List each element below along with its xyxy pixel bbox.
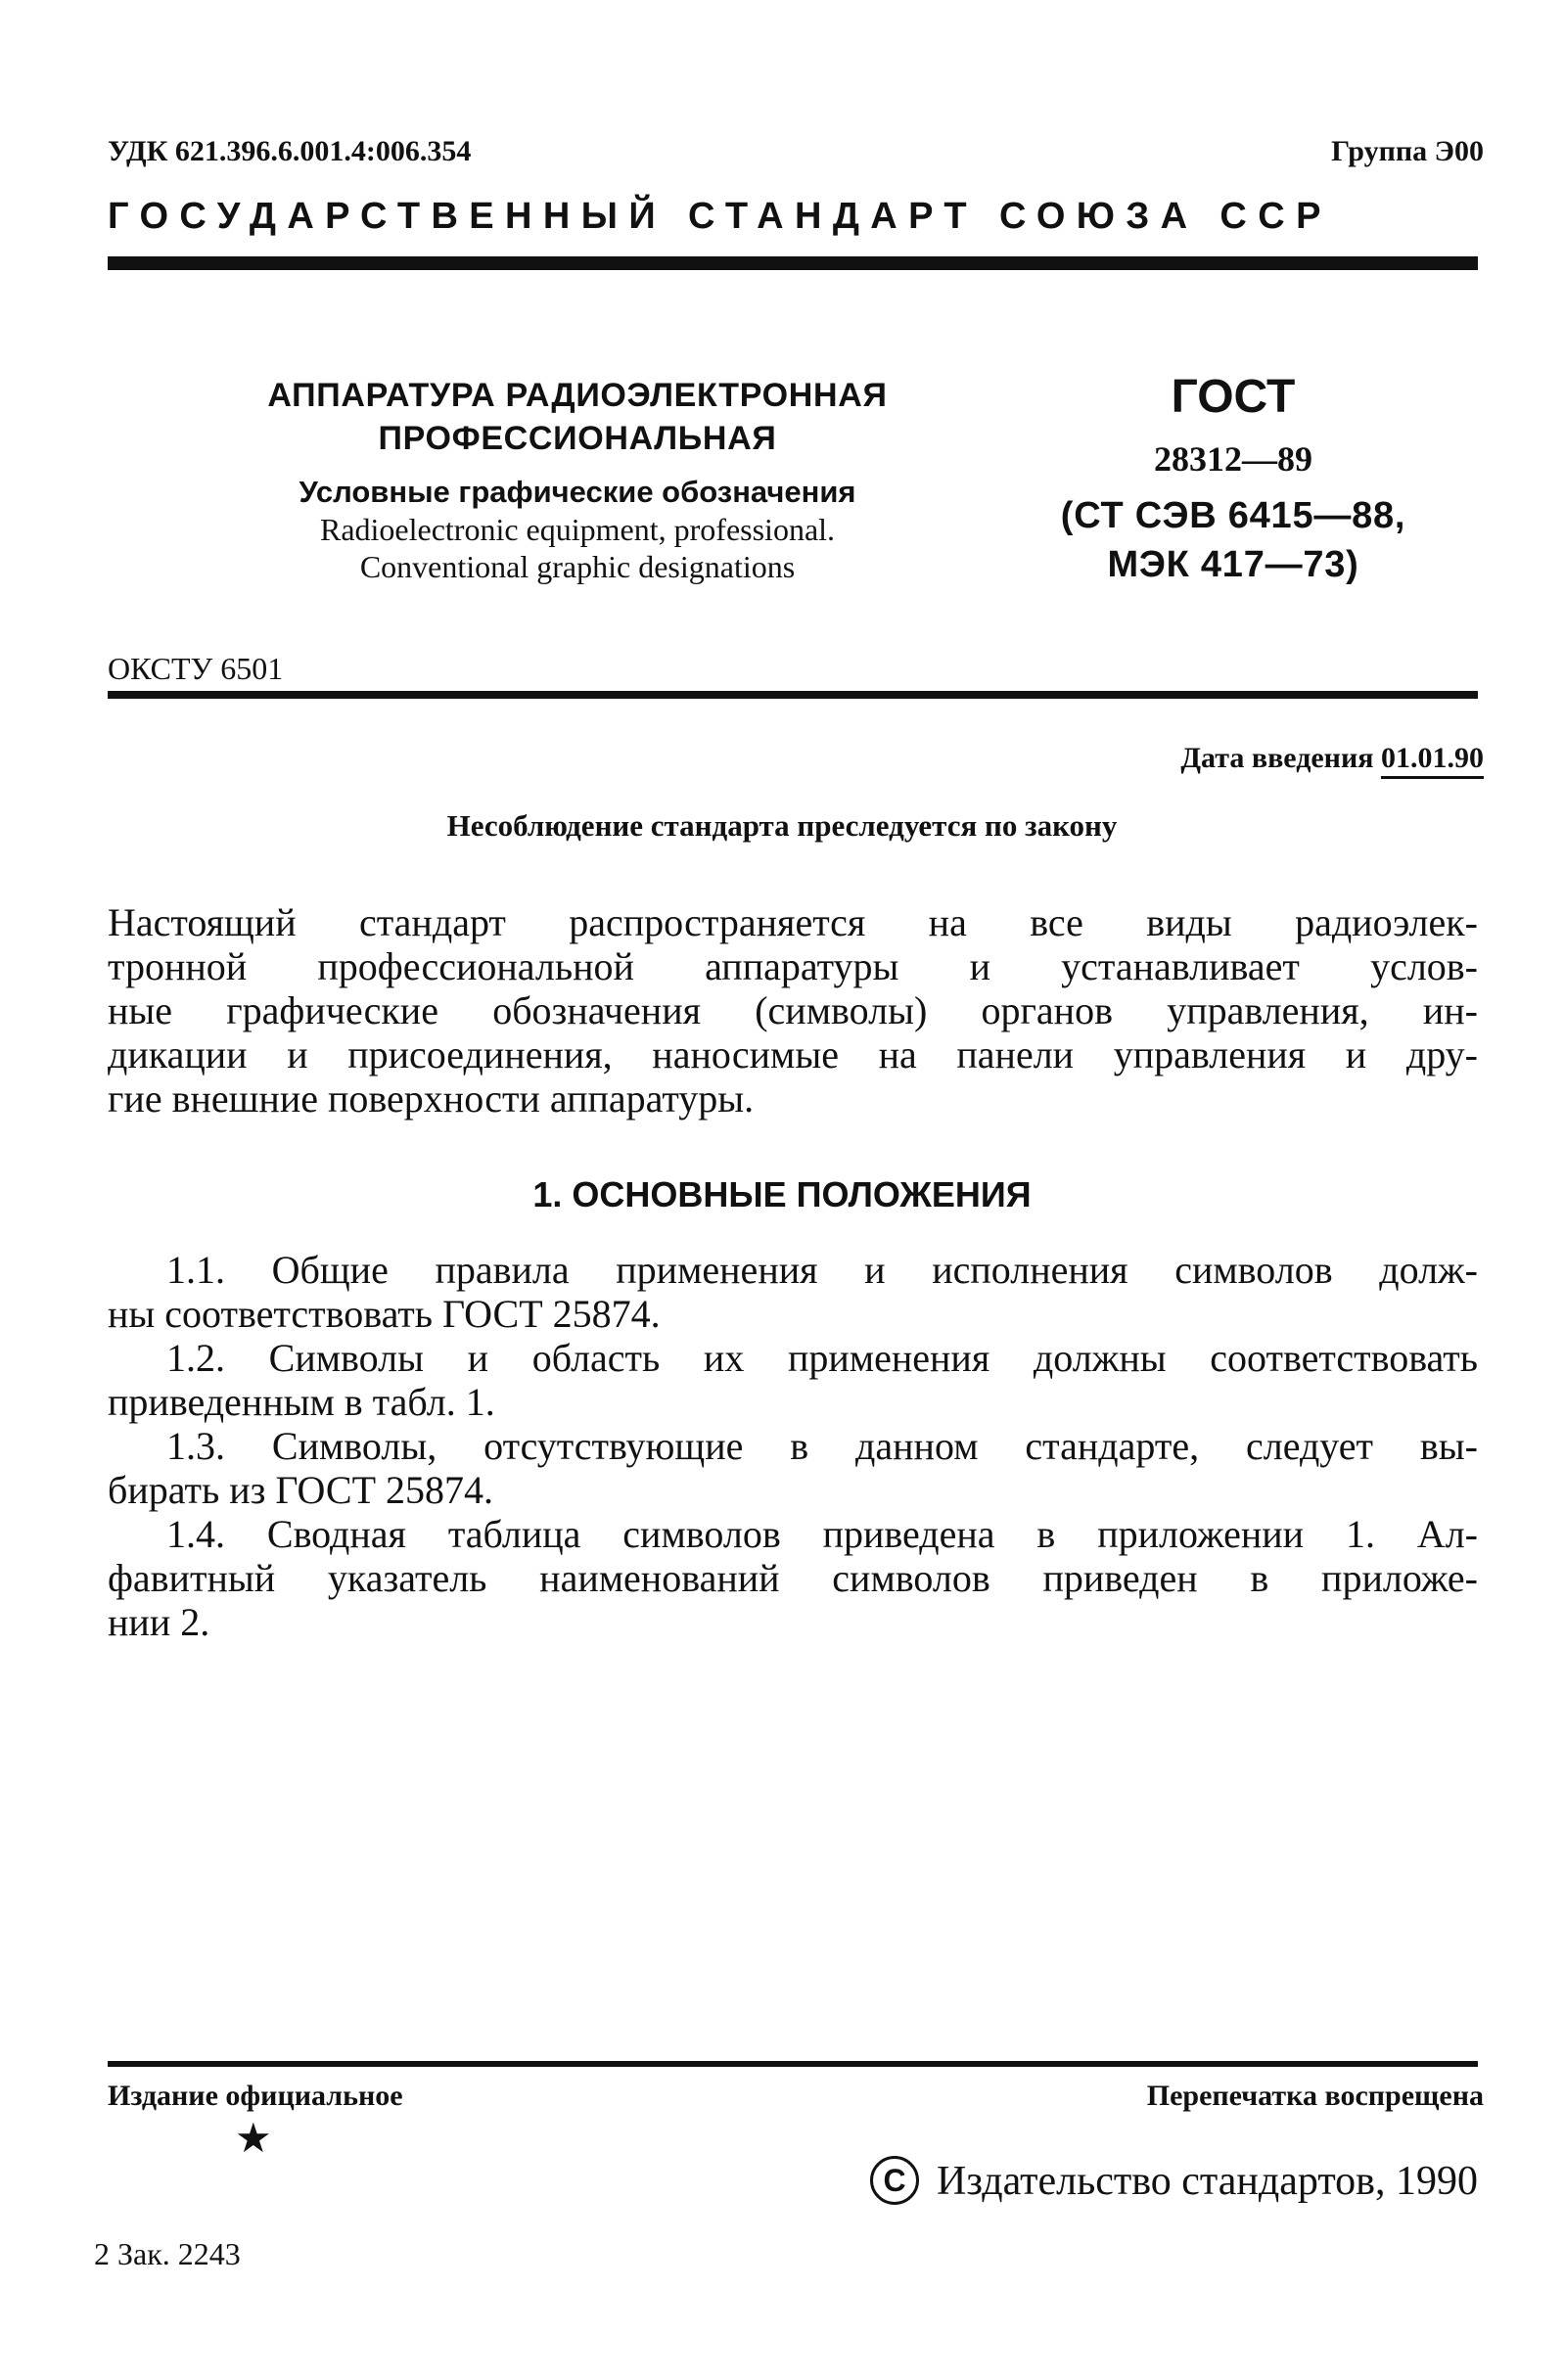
subtitle-english-line-1: Radioelectronic equipment, professional.: [319, 512, 836, 547]
intro-paragraph: [108, 900, 1478, 1121]
clause-line: бирать из ГОСТ 25874.: [108, 1468, 494, 1512]
subtitle-english-line-2: Conventional graphic designations: [359, 549, 796, 584]
intro-line: дикации и присоединения, наносимые на панели управления и дру-: [108, 1032, 1478, 1076]
section-1-body: [108, 1248, 1478, 1644]
title-block: [206, 374, 949, 585]
official-edition: Издание официальное: [108, 2080, 403, 2112]
clause-line: 1.3. Символы, отсутствующие в данном стандарте, следует вы-: [166, 1424, 1478, 1468]
clause-line: приведенным в табл. 1.: [108, 1380, 495, 1424]
intro-line: Настоящий стандарт распространяется на все виды радиоэлек-: [108, 900, 1478, 944]
clause-line: нии 2.: [108, 1600, 210, 1644]
order-number: 2 Зак. 2243: [94, 2236, 241, 2271]
group-code: Группа Э00: [1331, 135, 1484, 167]
gost-iec: МЭК 417—73): [1107, 544, 1359, 585]
title-line-1: АППАРАТУРА РАДИОЭЛЕКТРОННАЯ: [267, 377, 888, 414]
publisher-text: Издательство стандартов, 1990: [937, 2159, 1478, 2204]
header-rule: [108, 256, 1478, 270]
intro-line: гие внешние поверхности аппаратуры.: [108, 1076, 755, 1121]
clause-line: 1.1. Общие правила применения и исполнения символов долж-: [166, 1248, 1478, 1292]
okstu-code: ОКСТУ 6501: [108, 651, 284, 686]
section-1-heading: 1. ОСНОВНЫЕ ПОЛОЖЕНИЯ: [532, 1174, 1032, 1214]
udk-code: УДК 621.396.6.001.4:006.354: [108, 135, 472, 167]
clause-line: фавитный указатель наименований символов приведен в приложе-: [108, 1556, 1478, 1600]
subtitle-russian: Условные графические обозначения: [299, 475, 856, 509]
copyright-icon: C: [870, 2156, 919, 2205]
intro-line: тронной профессиональной аппаратуры и устанавливает услов-: [108, 944, 1478, 988]
okstu-rule: [108, 691, 1478, 699]
title-line-2: ПРОФЕССИОНАЛЬНАЯ: [378, 420, 777, 457]
footer-rule: [108, 2061, 1478, 2067]
clause-line: ны соответствовать ГОСТ 25874.: [108, 1292, 661, 1336]
date-value: 01.01.90: [1381, 742, 1484, 779]
publisher-line: [870, 2158, 1478, 2209]
date-label: Дата введения: [1180, 742, 1374, 774]
clause-line: 1.2. Символы и область их применения должны соответствовать: [166, 1336, 1478, 1380]
clause-line: 1.4. Сводная таблица символов приведена в приложении 1. Ал-: [166, 1512, 1478, 1556]
gost-number: 28312—89: [1154, 439, 1312, 479]
star-icon: ★: [235, 2117, 272, 2162]
introduction-date: [1180, 742, 1484, 775]
gost-st-sev: (СТ СЭВ 6415—88,: [1060, 495, 1406, 536]
noncompliance-notice: Несоблюдение стандарта преследуется по закону: [446, 808, 1118, 843]
gost-block: [1028, 368, 1439, 589]
state-standard-heading: ГОСУДАРСТВЕННЫЙ СТАНДАРТ СОЮЗА ССР: [108, 196, 1332, 237]
gost-label: ГОСТ: [1171, 371, 1296, 423]
intro-line: ные графические обозначения (символы) органов управления, ин-: [108, 988, 1478, 1032]
reprint-notice: Перепечатка воспрещена: [1146, 2080, 1484, 2112]
